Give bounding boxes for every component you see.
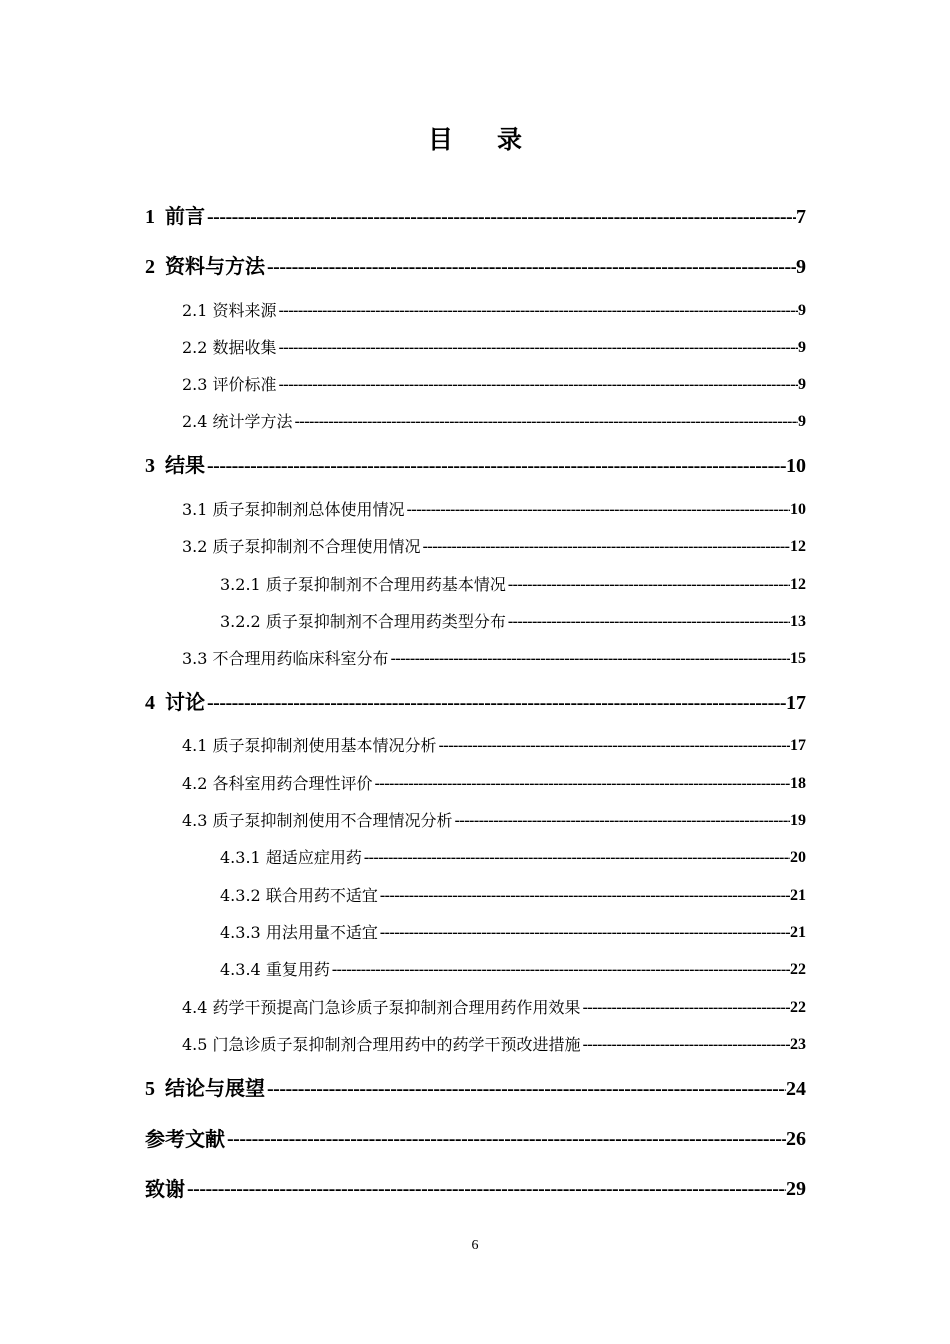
toc-entry-2-3[interactable] [182,368,806,394]
toc-entry-page: 19 [790,811,806,829]
toc-entry-3-2-2[interactable] [220,605,806,631]
toc-entry-4-3-1[interactable] [220,841,806,867]
toc-entry-page: 22 [790,998,806,1016]
toc-entry-title: 重复用药 [265,959,330,979]
toc-entry-4-3-2[interactable] [220,879,806,905]
toc-entry-page: 21 [790,886,806,904]
toc-entry-page: 12 [790,575,806,593]
toc-entry-title: 质子泵抑制剂使用基本情况分析 [212,735,437,755]
toc-entry-page: 9 [798,412,806,430]
toc-entry-2-2[interactable] [182,331,806,357]
dot-leader [277,301,798,320]
toc-entry-number: 4.1 [182,735,208,755]
toc-entry-number: 5 [145,1078,155,1100]
dot-leader [506,612,790,631]
toc-entry-page: 10 [786,455,806,477]
toc-entry-number: 4.4 [182,997,208,1017]
toc-entry-title: 资料来源 [212,300,277,320]
toc-entry-title: 质子泵抑制剂总体使用情况 [212,499,405,519]
toc-entry-page: 9 [798,338,806,356]
dot-leader [421,537,790,556]
toc-entry-3-2[interactable] [182,530,806,556]
toc-entry-page: 29 [786,1178,806,1200]
dot-leader [378,923,790,942]
toc-entry-title: 致谢 [145,1177,185,1201]
toc-entry-page: 9 [798,375,806,393]
dot-leader [205,454,786,478]
toc-entry-title: 参考文献 [145,1127,225,1151]
toc-entry-page: 23 [790,1035,806,1053]
toc-entry-title: 质子泵抑制剂不合理用药基本情况 [265,574,506,594]
toc-entry-2-1[interactable] [182,294,806,320]
toc-entry-4-4[interactable] [182,991,806,1017]
toc-entry-2-4[interactable] [182,405,806,431]
toc-entry-4-3-4[interactable] [220,953,806,979]
dot-leader [506,575,790,594]
dot-leader [453,811,790,830]
toc-entry-page: 21 [790,923,806,941]
toc-entry-page: 10 [790,500,806,518]
dot-leader [205,691,786,715]
page-title: 目录 [427,125,566,154]
toc-entry-title: 用法用量不适宜 [265,922,378,942]
toc-entry-number: 4.3.2 [220,885,261,905]
toc-entry-acknowledgements[interactable] [145,1171,806,1201]
toc-entry-1[interactable] [145,199,806,229]
toc-entry-5[interactable] [145,1071,806,1101]
toc-entry-4-1[interactable] [182,729,806,755]
toc-entry-number: 2.4 [182,411,208,431]
toc-entry-references[interactable] [145,1121,806,1151]
dot-leader [581,1035,790,1054]
toc-entry-number: 4.3 [182,810,208,830]
toc-entry-number: 4 [145,692,155,714]
toc-entry-number: 3.2.2 [220,611,261,631]
toc-entry-page: 17 [786,692,806,714]
toc-entry-4-3-3[interactable] [220,916,806,942]
dot-leader [362,848,790,867]
dot-leader [225,1127,786,1151]
toc-entry-4-5[interactable] [182,1028,806,1054]
toc-entry-3-2-1[interactable] [220,568,806,594]
dot-leader [437,736,790,755]
toc-entry-title: 质子泵抑制剂不合理用药类型分布 [265,611,506,631]
toc-entry-title: 统计学方法 [212,411,293,431]
toc-entry-title: 前言 [165,204,205,228]
dot-leader [373,774,790,793]
toc-entry-title: 资料与方法 [165,254,265,278]
toc-entry-title: 药学干预提高门急诊质子泵抑制剂合理用药作用效果 [212,997,581,1017]
dot-leader [277,375,798,394]
toc-entry-page: 26 [786,1128,806,1150]
toc-entry-title: 门急诊质子泵抑制剂合理用药中的药学干预改进措施 [212,1034,581,1054]
toc-entry-page: 24 [786,1078,806,1100]
toc-entry-number: 3.2.1 [220,574,261,594]
toc-entry-page: 17 [790,736,806,754]
toc-entry-page: 9 [798,301,806,319]
toc-entry-number: 3.1 [182,499,208,519]
toc-entry-page: 7 [796,206,806,228]
toc-entry-title: 数据收集 [212,337,277,357]
toc-entry-number: 4.2 [182,773,208,793]
toc-entry-number: 3 [145,455,155,477]
toc-entry-page: 15 [790,649,806,667]
toc-entry-title: 不合理用药临床科室分布 [212,648,389,668]
dot-leader [330,960,790,979]
page-number: 6 [471,1238,479,1253]
toc-entry-number: 3.2 [182,536,208,556]
toc-entry-number: 4.3.4 [220,959,261,979]
toc-entry-number: 1 [145,206,155,228]
toc-entry-title: 质子泵抑制剂不合理使用情况 [212,536,421,556]
toc-entry-number: 3.3 [182,648,208,668]
toc-entry-number: 2.2 [182,337,208,357]
toc-entry-4-2[interactable] [182,767,806,793]
toc-entry-4-3[interactable] [182,804,806,830]
dot-leader [389,649,790,668]
dot-leader [293,412,798,431]
dot-leader [205,205,796,229]
toc-entry-title: 超适应症用药 [265,847,362,867]
toc-entry-title: 质子泵抑制剂使用不合理情况分析 [212,810,453,830]
toc-entry-page: 9 [796,256,806,278]
toc-entry-title: 联合用药不适宜 [265,885,378,905]
toc-entry-number: 2 [145,256,155,278]
toc-entry-number: 2.3 [182,374,208,394]
toc-entry-title: 结果 [165,453,205,477]
toc-entry-title: 各科室用药合理性评价 [212,773,373,793]
toc-entry-number: 4.3.1 [220,847,261,867]
toc-entry-3[interactable] [145,448,806,478]
dot-leader [265,255,796,279]
toc-entry-page: 13 [790,612,806,630]
toc-entry-title: 结论与展望 [165,1076,265,1100]
dot-leader [405,500,790,519]
toc-entry-4[interactable] [145,685,806,715]
dot-leader [185,1177,786,1201]
toc-entry-3-3[interactable] [182,642,806,668]
toc-entry-title: 评价标准 [212,374,277,394]
dot-leader [277,338,798,357]
toc-entry-2[interactable] [145,249,806,279]
toc-entry-title: 讨论 [165,690,205,714]
toc-entry-page: 20 [790,848,806,866]
toc-entry-page: 18 [790,774,806,792]
toc-entry-number: 4.3.3 [220,922,261,942]
dot-leader [265,1077,786,1101]
toc-entry-page: 22 [790,960,806,978]
toc-entry-number: 4.5 [182,1034,208,1054]
dot-leader [581,998,790,1017]
dot-leader [378,886,790,905]
toc-entry-number: 2.1 [182,300,208,320]
toc-entry-3-1[interactable] [182,493,806,519]
toc-entry-page: 12 [790,537,806,555]
